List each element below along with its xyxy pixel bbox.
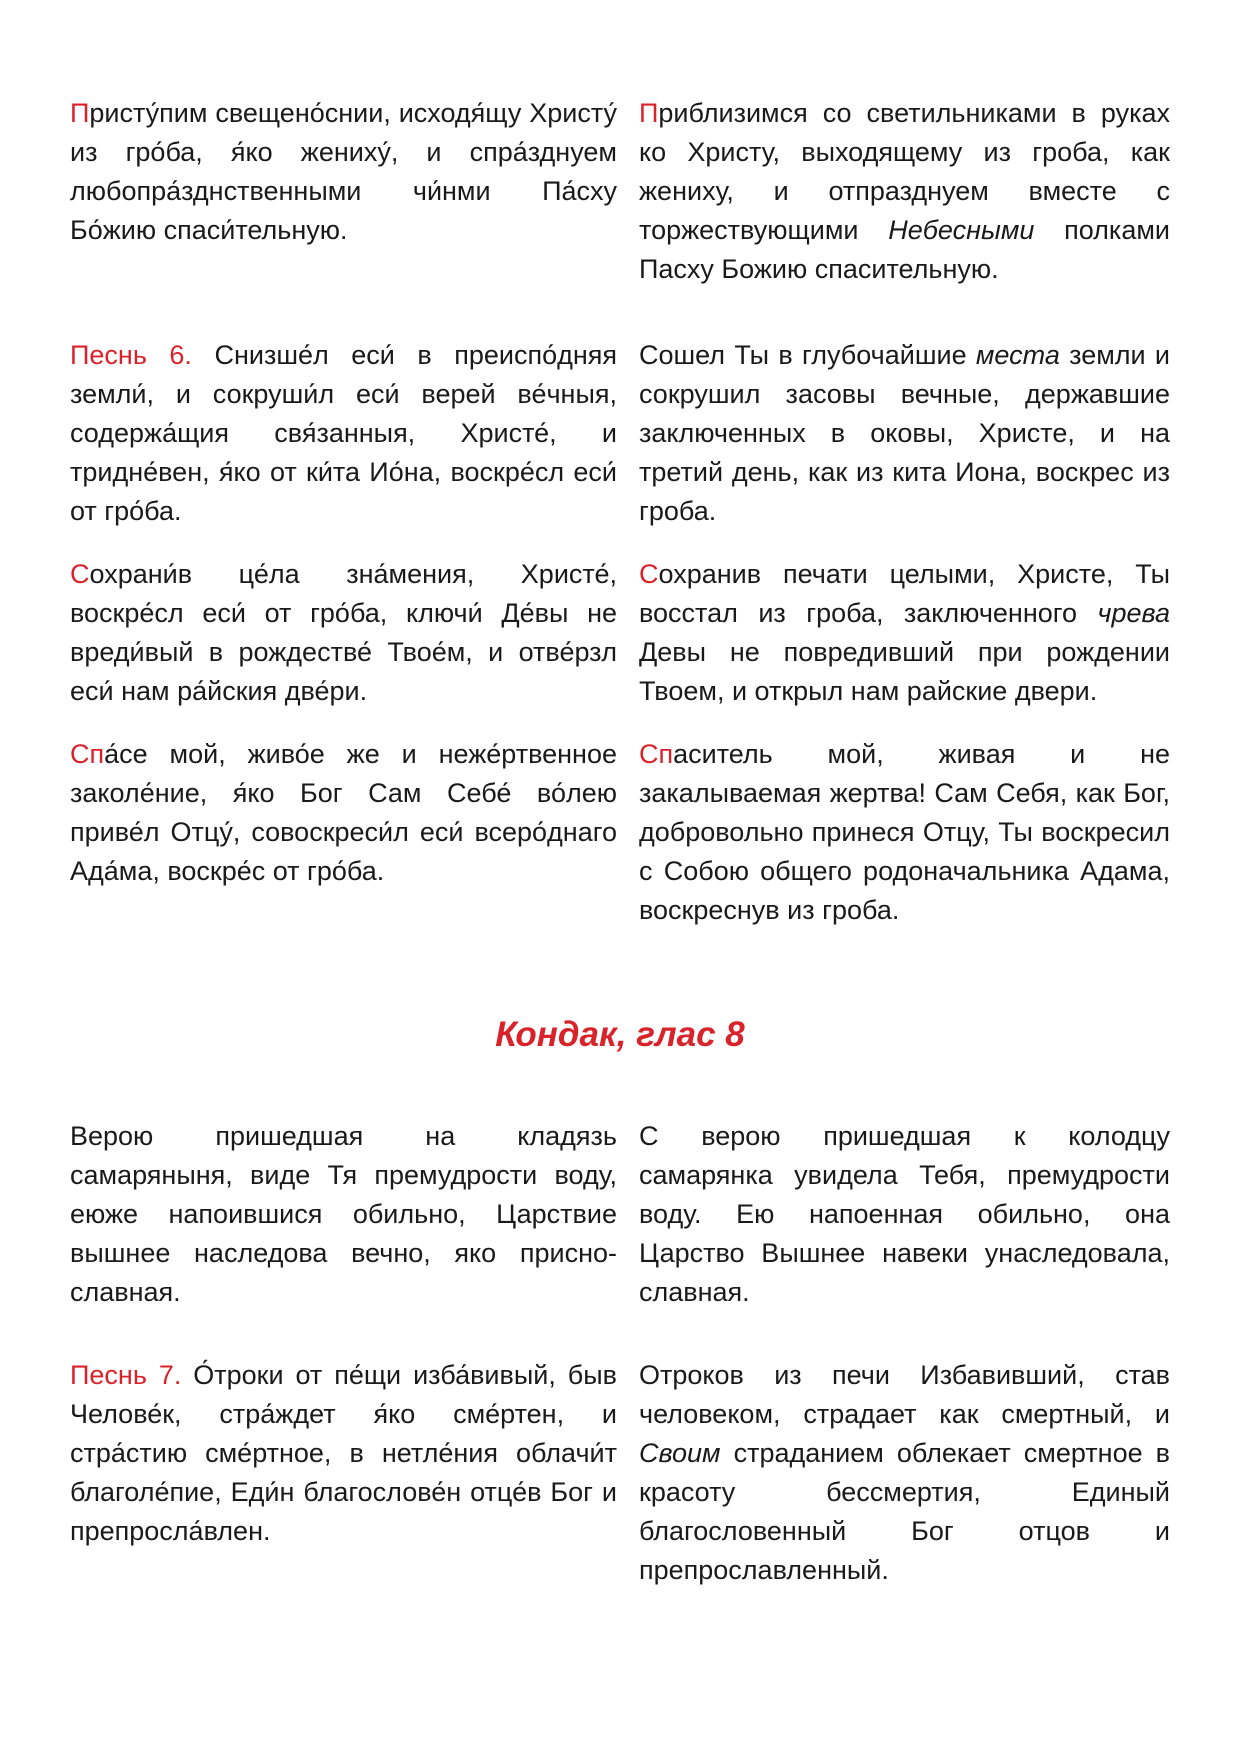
russian-translation: С верою пришедшая к колодцу самарянка увидела Тебя, премудрости воду. Ею напоенная обильно, она Царство Вышнее навеки унаследовала, славная.: [639, 1121, 1170, 1307]
verse-row-2: [70, 336, 1170, 531]
church-slavonic-verse: [70, 735, 617, 930]
verse-text: риблизимся со светильниками в руках ко Христу, выходящему из гроба, как жениху, и отпразднуем вместе с торжествующими: [639, 98, 1170, 245]
verse-text: Снизше́л еси́ в преиспо́дняя земли́, и сокруши́л еси́ верей ве́чныя, содержа́щия свя́занныя, Христе́, и тридне́вен, я́ко от ки́та Ио́на, воскре́сл еси́ от гро́ба.: [70, 340, 618, 526]
red-initial: Сп: [70, 739, 105, 769]
russian-translation: [639, 555, 1170, 711]
red-initial: С: [70, 559, 90, 589]
verse-text: страданием облекает смертное в красоту бессмертия, Единый благословенный Бог отцов и препрославленный.: [639, 1438, 1170, 1585]
verse-text: ристу́пим свещено́снии, исходя́щу Христу́ из гро́ба, я́ко жениху́, и спра́зднуем любопра́зднственными чи́нми Па́сху Бо́жию спаси́тельную.: [70, 98, 617, 245]
church-slavonic-verse: [70, 555, 617, 711]
russian-translation: [639, 1356, 1170, 1590]
red-initial: П: [639, 98, 659, 128]
italic-word: места: [975, 340, 1060, 370]
verse-text: полками Пасху Божию спасительную.: [639, 215, 1170, 284]
verse-text: охранив печати целыми, Христе, Ты восстал из гроба, заключенного: [639, 559, 1170, 628]
red-initial: С: [639, 559, 659, 589]
ode-label: Песнь 7.: [70, 1360, 182, 1390]
italic-word: чрева: [1097, 598, 1170, 628]
russian-translation: [639, 336, 1170, 531]
red-initial: Сп: [639, 739, 674, 769]
verse-row-4: [70, 735, 1170, 930]
italic-word: Небесными: [888, 215, 1035, 245]
verse-text: земли и сокрушил засовы вечные, державшие заключенных в оковы, Христе, и на третий день, как из кита Иона, воскрес из гроба.: [639, 340, 1170, 526]
verse-text: а́се мой, живо́е же и неже́ртвенное заколе́ние, я́ко Бог Сам Себе́ во́лею приве́л Отцу́, совоскреси́л еси́ всеро́днаго Ада́ма, воскре́с от гро́ба.: [70, 739, 617, 886]
verse-text: охрани́в це́ла зна́мения, Христе́, воскре́сл еси́ от гро́ба, ключи́ Де́вы не вреди́вый в рождестве́ Твое́м, и отве́рзл еси́ нам ра́йския две́ри.: [70, 559, 617, 706]
russian-translation: [639, 94, 1170, 289]
verse-row-5: [70, 1117, 1170, 1312]
verse-text: Девы не повредивший при рождении Твоем, и открыл нам райские двери.: [639, 637, 1170, 706]
church-slavonic-verse: [70, 336, 617, 531]
red-initial: П: [70, 98, 90, 128]
italic-word: Своим: [639, 1438, 721, 1468]
church-slavonic-verse: [70, 94, 617, 289]
verse-text: Отроков из печи Избавивший, став человеком, страдает как смертный, и: [639, 1360, 1170, 1429]
russian-translation: [639, 735, 1170, 930]
verse-row-1: [70, 94, 1170, 289]
kontakion-heading: Кондак, глас 8: [495, 1015, 745, 1054]
ode-label: Песнь 6.: [70, 340, 192, 370]
church-slavonic-verse: Верою пришедшая на кладязь самаряныня, виде Тя премудрости воду, еюже напоившися обильно, Царствие вышнее наследова вечно, яко приснославная.: [70, 1121, 617, 1307]
church-slavonic-verse: [70, 1356, 617, 1590]
verse-text: О́троки от пе́щи изба́вивый, быв Челове́к, стра́ждет я́ко сме́ртен, и стра́стию сме́ртное, в нетле́ния облачи́т благоле́пие, Еди́н благослове́н отце́в Бог и препросла́влен.: [70, 1360, 617, 1546]
verse-text: аситель мой, живая и не закалываемая жертва! Сам Себя, как Бог, добровольно принеся Отцу, Ты воскресил с Собою общего родоначальника Адама, воскреснув из гроба.: [639, 739, 1170, 925]
verse-row-6: [70, 1356, 1170, 1590]
verse-row-3: [70, 555, 1170, 711]
verse-text: Сошел Ты в глубочайшие: [639, 340, 976, 370]
